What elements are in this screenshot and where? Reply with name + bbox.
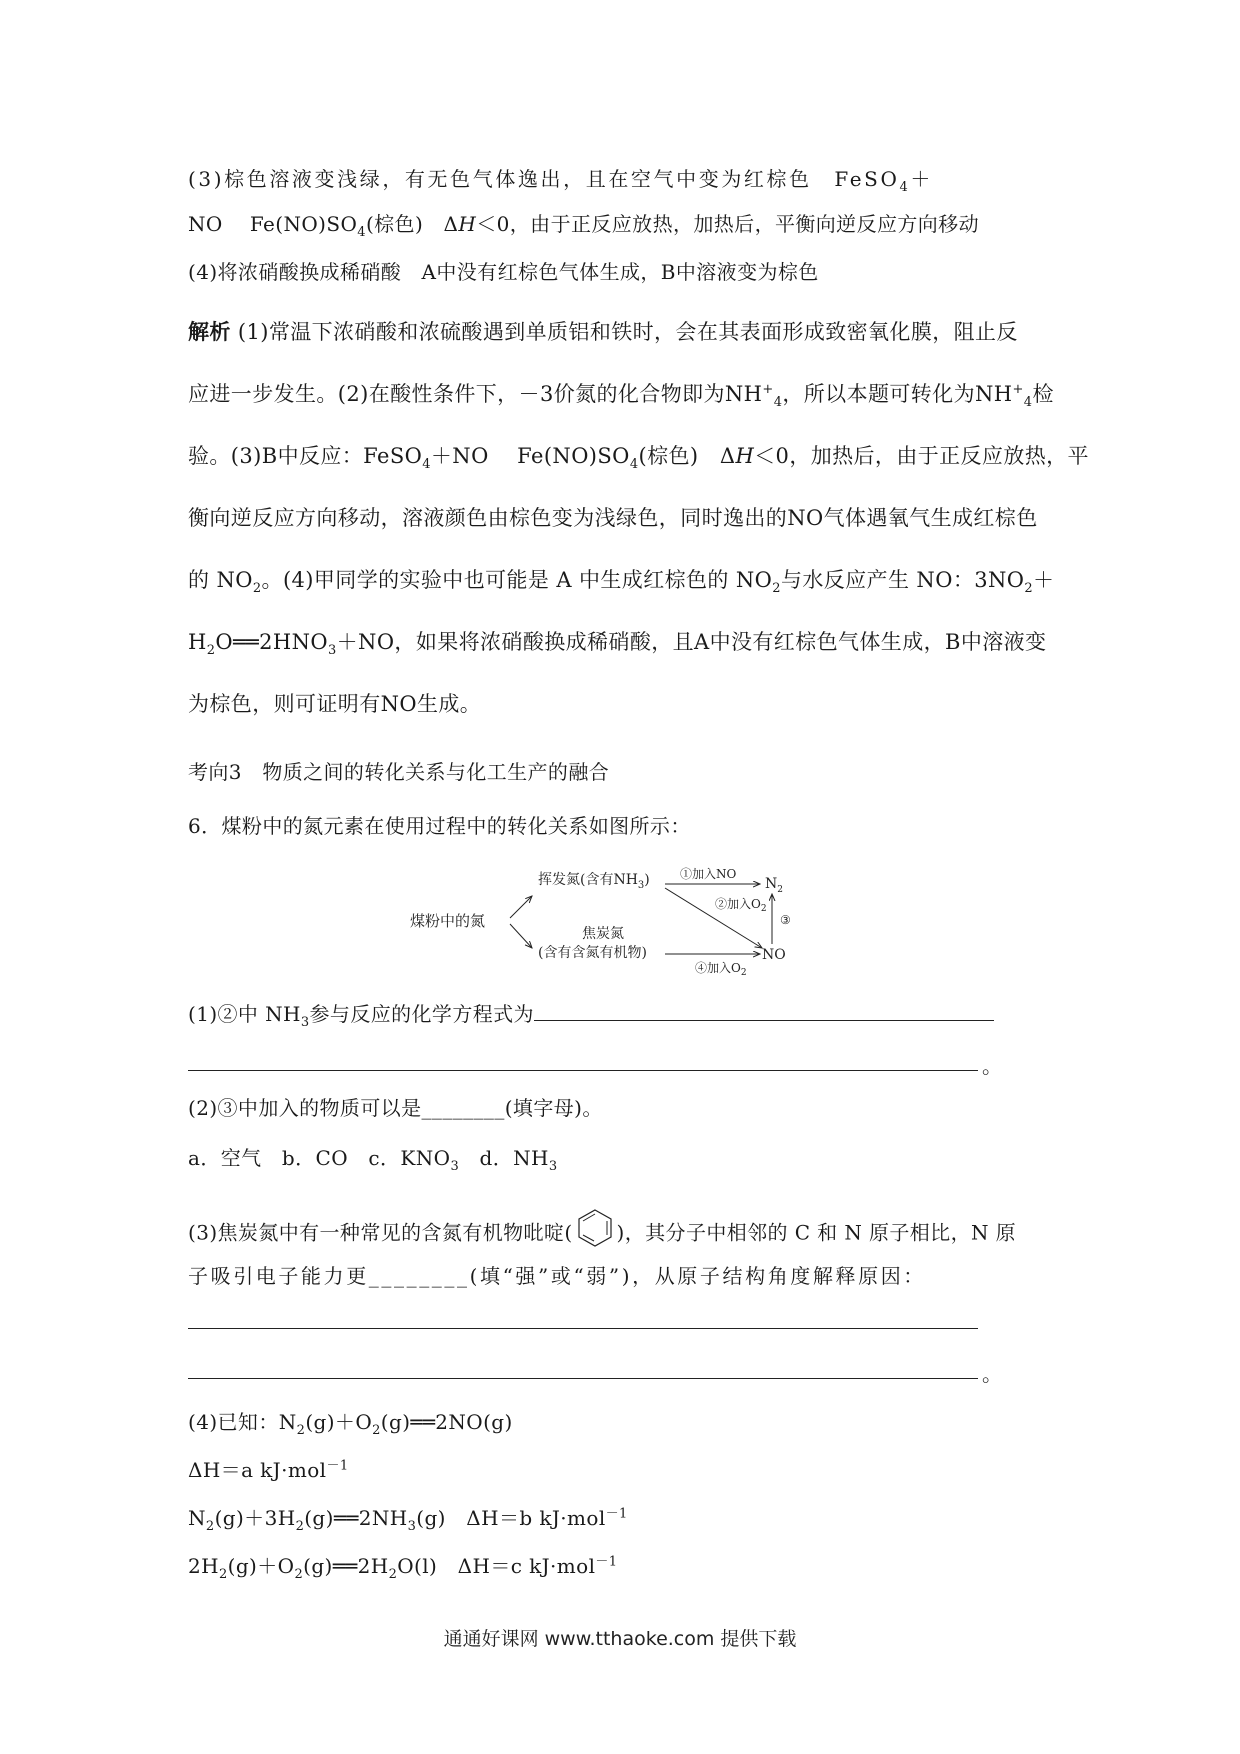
analysis-line-3: 验。(3)B中反应：FeSO$_4$＋NO $Fe(NO)SO_4$(棕色) ΔH＜0，加热后，由于正反应放热，平 (188, 444, 1089, 473)
section-heading: 考向3 物质之间的转化关系与化工生产的融合 (188, 760, 610, 784)
answer-blank-1[interactable] (534, 998, 994, 1021)
q6-part-1: (1)②中 $NH_3$参与反应的化学方程式为 (188, 998, 1060, 1028)
step3-label: ③ (780, 913, 791, 927)
diagram-source-label: 煤粉中的氮 (410, 912, 486, 930)
coke-nitrogen-label: 焦炭氮 (582, 926, 624, 942)
no-label: NO (762, 947, 786, 963)
q6-part-2-options: a．空气 b．CO c．$KNO_3$ d．$NH_3$ (188, 1146, 558, 1174)
analysis-line-1: 解析 (1)常温下浓硝酸和浓硫酸遇到单质铝和铁时，会在其表面形成致密氧化膜，阻止反 (188, 319, 1018, 344)
analysis-line-6: $H_2O══2HNO_3+NO$，如果将浓硝酸换成稀硝酸，且A中没有红棕色气体生成，B中溶液变 (188, 630, 1047, 659)
answer-3-line-1: (3)棕色溶液变浅绿，有无色气体逸出，且在空气中变为红棕色 FeSO$_4$＋ (188, 167, 933, 195)
footer-watermark: 通通好课网 www.tthaoke.com 提供下载 (443, 1628, 797, 1650)
answer-3-line-2: NO $Fe(NO)SO_4$(棕色) ΔH＜0，由于正反应放热，加热后，平衡向逆反应方向移动 (188, 212, 979, 240)
q6-part-4-eq2: $N_2(g)+3H_2(g)══2NH_3(g)$ ΔH＝b kJ·mol$^{-1}$ (188, 1506, 628, 1534)
step4-label: ④加入$O_2$ (695, 961, 747, 978)
analysis-line-7: 为棕色，则可证明有NO生成。 (188, 692, 482, 716)
q6-part-4-eq1: (4)已知：$N_2(g)+O_2(g)══2NO(g)$ (188, 1410, 513, 1438)
q6-part-3-line-1: (3)焦炭氮中有一种常见的含氮有机物吡啶( )，其分子中相邻的 C 和 N 原子相比，N 原 (188, 1212, 1060, 1256)
question-6-stem: 6．煤粉中的氮元素在使用过程中的转化关系如图所示： (188, 814, 691, 838)
answer-blank-1b[interactable] (188, 1068, 978, 1071)
branch-down-line (510, 924, 532, 948)
answer-blank-3a[interactable] (188, 1326, 978, 1329)
nitrogen-conversion-diagram (410, 858, 850, 978)
step1-label: ①加入NO (680, 867, 737, 881)
coke-nitrogen-desc: (含有含氮有机物) (538, 945, 647, 961)
answer-blank-3b[interactable] (188, 1376, 978, 1379)
analysis-line-2: 应进一步发生。(2)在酸性条件下，－3价氮的化合物即为$NH^+_4$，所以本题可转化为$NH^+_4$检 (188, 382, 1054, 411)
answer-4: (4)将浓硝酸换成稀硝酸 A中没有红棕色气体生成，B中溶液变为棕色 (188, 260, 819, 284)
volatile-nitrogen-label: 挥发氮(含有$NH_3$) (538, 872, 650, 891)
step2-label: ②加入$O_2$ (715, 897, 767, 914)
q6-part-3-line-2: 子吸引电子能力更________(填“强”或“弱”)，从原子结构角度解释原因： (188, 1264, 926, 1288)
period-1: 。 (982, 1054, 1002, 1078)
analysis-line-4: 衡向逆反应方向移动，溶液颜色由棕色变为浅绿色，同时逸出的NO气体遇氧气生成红棕色 (188, 506, 1038, 530)
n2-label: $N_2$ (765, 876, 783, 895)
pyridine-structure-icon (573, 1206, 617, 1250)
analysis-line-5: 的 $NO_2$。(4)甲同学的实验中也可能是 A 中生成红棕色的 $NO_2$与水反应产生 NO：$3NO_2+$ (188, 568, 1055, 597)
period-3: 。 (982, 1362, 1002, 1386)
q6-part-4-eq3: $2H_2(g)+O_2(g)══2H_2O(l)$ ΔH＝c kJ·mol$^{-1}$ (188, 1554, 618, 1582)
q6-part-4-dh1: ΔH＝a kJ·mol$^{-1}$ (188, 1458, 349, 1482)
branch-up-line (510, 896, 532, 918)
q6-part-2: (2)③中加入的物质可以是________(填字母)。 (188, 1096, 603, 1120)
